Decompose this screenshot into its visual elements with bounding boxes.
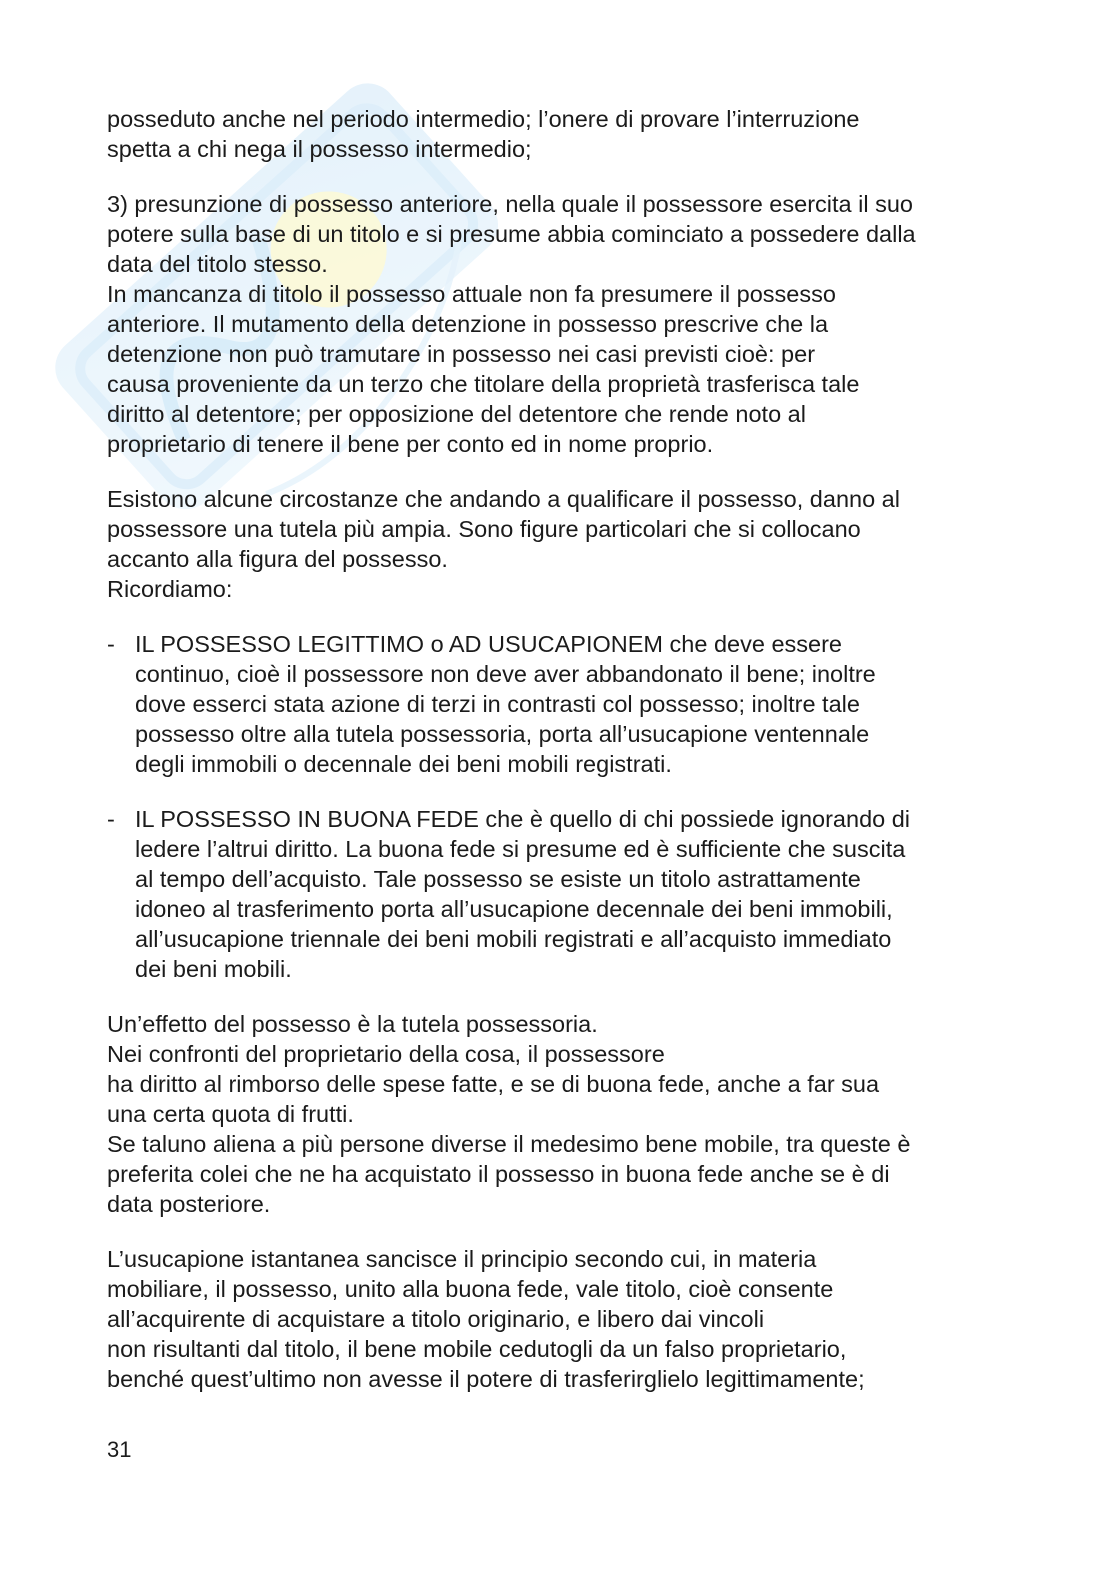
text-line: ha diritto al rimborso delle spese fatte, e se di buona fede, anche a far sua (107, 1071, 880, 1097)
text-line: spetta a chi nega il possesso intermedio; (107, 136, 532, 162)
text-line: Esistono alcune circostanze che andando a qualificare il possesso, danno al (107, 486, 900, 512)
text-line: preferita colei che ne ha acquistato il possesso in buona fede anche se è di (107, 1161, 890, 1187)
paragraph (107, 104, 1027, 164)
text-line: IL POSSESSO IN BUONA FEDE che è quello di chi possiede ignorando di (135, 806, 911, 832)
text-line: possessore una tutela più ampia. Sono figure particolari che si collocano (107, 516, 861, 542)
text-line: una certa quota di frutti. (107, 1101, 354, 1127)
paragraph (107, 1244, 1027, 1394)
text-line: al tempo dell’acquisto. Tale possesso se esiste un titolo astrattamente (135, 866, 861, 892)
text-line: all’acquirente di acquistare a titolo originario, e libero dai vincoli (107, 1306, 765, 1332)
bullet-dash: - (107, 806, 115, 832)
bullet-item (107, 629, 1027, 779)
text-line: anteriore. Il mutamento della detenzione in possesso prescrive che la (107, 311, 829, 337)
text-line: potere sulla base di un titolo e si presume abbia cominciato a possedere dalla (107, 221, 916, 247)
paragraph (107, 484, 1027, 604)
text-line: 3) presunzione di possesso anteriore, nella quale il possessore esercita il suo (107, 191, 913, 217)
text-line: In mancanza di titolo il possesso attuale non fa presumere il possesso (107, 281, 836, 307)
page-number: 31 (107, 1437, 132, 1462)
bullet-dash: - (107, 631, 115, 657)
paragraph (107, 189, 1027, 459)
text-line: continuo, cioè il possessore non deve aver abbandonato il bene; inoltre (135, 661, 876, 687)
text-line: accanto alla figura del possesso. (107, 546, 448, 572)
text-line: proprietario di tenere il bene per conto ed in nome proprio. (107, 431, 714, 457)
paragraph (107, 1009, 1027, 1219)
text-line: ledere l’altrui diritto. La buona fede si presume ed è sufficiente che suscita (135, 836, 906, 862)
bullet-item (107, 804, 1027, 984)
text-line: dove esserci stata azione di terzi in contrasti col possesso; inoltre tale (135, 691, 860, 717)
text-line: data del titolo stesso. (107, 251, 328, 277)
text-line: Ricordiamo: (107, 576, 233, 602)
text-line: Se taluno aliena a più persone diverse il medesimo bene mobile, tra queste è (107, 1131, 911, 1157)
text-line: non risultanti dal titolo, il bene mobile cedutogli da un falso proprietario, (107, 1336, 847, 1362)
text-line: detenzione non può tramutare in possesso nei casi previsti cioè: per (107, 341, 816, 367)
text-line: Un’effetto del possesso è la tutela possessoria. (107, 1011, 598, 1037)
text-line: Nei confronti del proprietario della cosa, il possessore (107, 1041, 665, 1067)
text-line: benché quest’ultimo non avesse il potere di trasferirglielo legittimamente; (107, 1366, 865, 1392)
text-line: data posteriore. (107, 1191, 271, 1217)
text-line: idoneo al trasferimento porta all’usucapione decennale dei beni immobili, (135, 896, 893, 922)
text-line: IL POSSESSO LEGITTIMO o AD USUCAPIONEM che deve essere (135, 631, 842, 657)
text-line: mobiliare, il possesso, unito alla buona fede, vale titolo, cioè consente (107, 1276, 834, 1302)
text-line: dei beni mobili. (135, 956, 292, 982)
text-line: L’usucapione istantanea sancisce il principio secondo cui, in materia (107, 1246, 817, 1272)
text-line: diritto al detentore; per opposizione del detentore che rende noto al (107, 401, 806, 427)
text-line: possesso oltre alla tutela possessoria, porta all’usucapione ventennale (135, 721, 870, 747)
text-line: causa proveniente da un terzo che titolare della proprietà trasferisca tale (107, 371, 860, 397)
text-line: all’usucapione triennale dei beni mobili registrati e all’acquisto immediato (135, 926, 892, 952)
text-line: posseduto anche nel periodo intermedio; l’onere di provare l’interruzione (107, 106, 860, 132)
text-line: degli immobili o decennale dei beni mobili registrati. (135, 751, 672, 777)
page-content (107, 104, 1027, 1419)
